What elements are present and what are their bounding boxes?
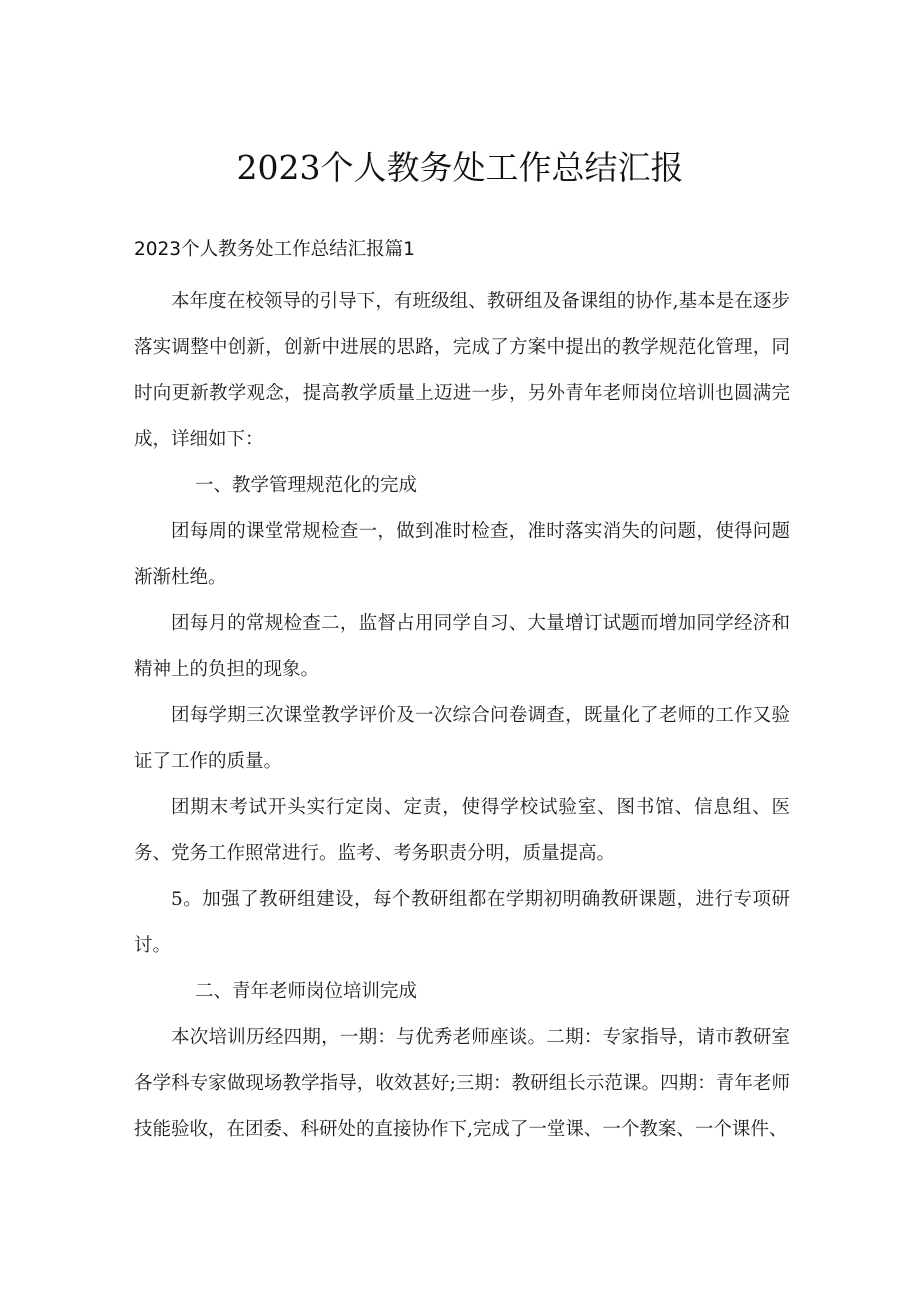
paragraph-item-2: 团每月的常规检查二，监督占用同学自习、大量增订试题而增加同学经济和精神上的负担的现象。 (134, 613, 790, 680)
section-heading-1: 一、教学管理规范化的完成 (195, 475, 418, 496)
paragraph-item-4: 团期末考试开头实行定岗、定责，使得学校试验室、图书馆、信息组、医务、党务工作照常进行。监考、考务职责分明，质量提高。 (134, 797, 790, 864)
section-subtitle: 2023个人教务处工作总结汇报篇1 (134, 239, 415, 260)
paragraph-item-5: 5。加强了教研组建设，每个教研组都在学期初明确教研课题，进行专项研讨。 (134, 889, 790, 956)
document-title: 2023个人教务处工作总结汇报 (236, 148, 684, 187)
paragraph-item-1: 团每周的课堂常规检查一，做到准时检查，准时落实消失的问题，使得问题渐渐杜绝。 (134, 521, 790, 588)
section-heading-2: 二、青年老师岗位培训完成 (195, 981, 418, 1002)
intro-paragraph: 本年度在校领导的引导下，有班级组、教研组及备课组的协作,基本是在逐步落实调整中创新，创新中进展的思路，完成了方案中提出的教学规范化管理，同时向更新教学观念，提高教学质量上迈进一步，另外青年老师岗位培训也圆满完成，详细如下： (134, 291, 790, 450)
training-paragraph: 本次培训历经四期，一期：与优秀老师座谈。二期：专家指导，请市教研室各学科专家做现场教学指导，收效甚好;三期：教研组长示范课。四期：青年老师技能验收，在团委、科研处的直接协作下,完成了一堂课、一个教案、一个课件、 (134, 1027, 790, 1140)
document-body (134, 279, 790, 1153)
paragraph-item-3: 团每学期三次课堂教学评价及一次综合问卷调查，既量化了老师的工作又验证了工作的质量。 (134, 705, 790, 772)
